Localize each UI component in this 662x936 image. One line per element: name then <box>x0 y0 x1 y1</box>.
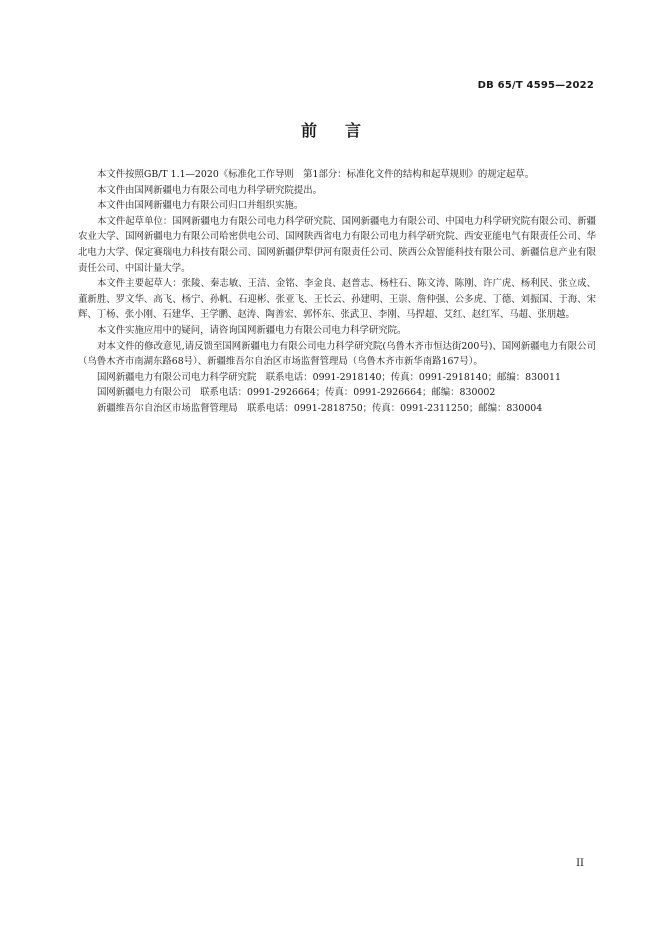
paragraph-drafting-units: 本文件起草单位：国网新疆电力有限公司电力科学研究院、国网新疆电力有限公司、中国电力科学研究院有限公司、新疆农业大学、国网新疆电力有限公司哈密供电公司、国网陕西省电力有限公司电力科学研究院、西安亚能电气有限责任公司、华北电力大学、保定赛瑞电力科技有限公司、国网新疆伊犁伊河有限责任公司、陕西公众智能科技有限公司、新疆信息产业有限责任公司、中国计量大学。 <box>78 215 596 274</box>
paragraph-drafting-rules: 本文件按照GB/T 1.1—2020《标准化工作导则 第1部分：标准化文件的结构和起草规则》的规定起草。 <box>97 169 535 180</box>
paragraph-feedback: 对本文件的修改意见,请反馈至国网新疆电力有限公司电力科学研究院(乌鲁木齐市恒达街200号)、国网新疆电力有限公司（乌鲁木齐市南湖东路68号）、新疆维吾尔自治区市场监督管理局（乌鲁木齐市新华南路167号）。 <box>78 340 596 368</box>
paragraph-proposer: 本文件由国网新疆电力有限公司电力科学研究院提出。 <box>97 184 323 196</box>
contact-line: 国网新疆电力有限公司电力科学研究院 联系电话：0991-2918140；传真：0991-2918140；邮编：830011 <box>97 371 561 383</box>
document-number: DB 65/T 4595—2022 <box>477 80 594 91</box>
paragraph-administrator: 本文件由国网新疆电力有限公司归口并组织实施。 <box>97 200 304 212</box>
page-title: 前言 <box>300 121 389 140</box>
contact-line: 国网新疆电力有限公司 联系电话：0991-2926664；传真：0991-2926664；邮编：830002 <box>97 387 496 399</box>
paragraph-drafters: 本文件主要起草人：张陵、秦志敏、王洁、金铭、李金良、赵普志、杨柱石、陈文涛、陈刚、许广虎、杨利民、张立成、董新胜、罗文华、高飞、杨宁、孙帆、石迎彬、张亚飞、王长云、孙建明、王崇、詹仲强、公多虎、丁德、刘振国、于海、宋辉、丁杨、张小刚、石建华、王学鹏、赵涛、陶善宏、郭怀东、张武卫、李刚、马捍超、艾红、赵红军、马超、张朋越。 <box>78 278 596 321</box>
paragraph-inquiries: 本文件实施应用中的疑问，请咨询国网新疆电力有限公司电力科学研究院。 <box>97 324 407 336</box>
foreword-body <box>78 167 596 417</box>
contact-line: 新疆维吾尔自治区市场监督管理局 联系电话：0991-2818750；传真：0991-2311250；邮编：830004 <box>97 402 543 414</box>
page-number: II <box>576 858 584 869</box>
